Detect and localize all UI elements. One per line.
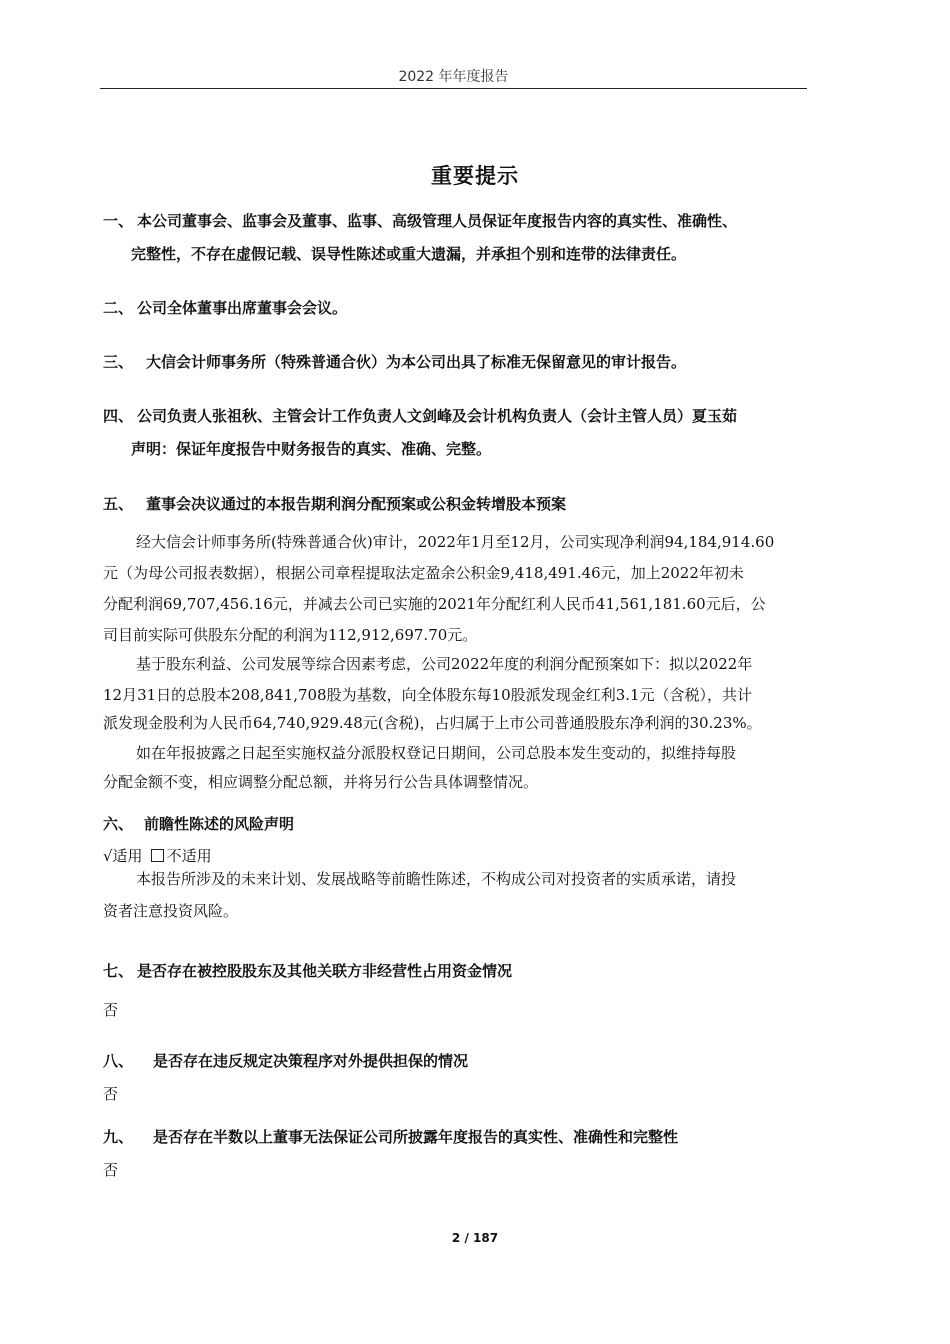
section-3-text: 大信会计师事务所（特殊普通合伙）为本公司出具了标准无保留意见的审计报告。	[146, 353, 687, 371]
page-title: 重要提示	[431, 164, 519, 188]
page-number: 2 / 187	[451, 1231, 499, 1245]
section-5-para-1-line-1: 经大信会计师事务所(特殊普通合伙)审计，2022年1月至12月，公司实现净利润94,184,914.60	[136, 533, 775, 551]
section-7-label: 七、	[103, 962, 134, 980]
section-5-para-3-line-1: 如在年报披露之日起至实施权益分派股权登记日期间，公司总股本发生变动的，拟维持每股	[136, 744, 737, 762]
section-7-heading: 是否存在被控股股东及其他关联方非经营性占用资金情况	[137, 962, 513, 980]
section-1-label: 一、	[103, 212, 134, 230]
not-applicable-option: 不适用	[166, 847, 212, 865]
section-7-answer: 否	[103, 1001, 119, 1019]
applicable-option: √适用	[103, 847, 143, 865]
section-5-para-2-line-3: 派发现金股利为人民币64,740,929.48元(含税)，占归属于上市公司普通股股东净利润的30.23%。	[103, 714, 762, 732]
section-4-label: 四、	[103, 407, 134, 425]
section-8-answer: 否	[103, 1085, 119, 1103]
section-2-label: 二、	[103, 299, 134, 317]
section-5-para-2-line-1: 基于股东利益、公司发展等综合因素考虑，公司2022年度的利润分配预案如下：拟以2022年	[136, 655, 753, 673]
section-4-line-1: 公司负责人张祖秋、主管会计工作负责人文剑峰及会计机构负责人（会计主管人员）夏玉茹	[137, 407, 738, 425]
section-6-para-line-1: 本报告所涉及的未来计划、发展战略等前瞻性陈述，不构成公司对投资者的实质承诺，请投	[136, 870, 737, 888]
section-6-heading: 前瞻性陈述的风险声明	[144, 815, 295, 833]
unchecked-box-icon	[151, 849, 164, 862]
section-6-para-line-2: 资者注意投资风险。	[103, 902, 239, 920]
section-5-heading: 董事会决议通过的本报告期利润分配预案或公积金转增股本预案	[146, 495, 567, 513]
section-8-label: 八、	[103, 1052, 134, 1070]
section-9-label: 九、	[103, 1128, 134, 1146]
section-5-para-2-line-2: 12月31日的总股本208,841,708股为基数，向全体股东每10股派发现金红利3.1元（含税），共计	[103, 686, 753, 704]
section-9-answer: 否	[103, 1161, 119, 1179]
running-header: 2022 年年度报告	[398, 69, 509, 85]
section-5-label: 五、	[103, 495, 134, 513]
section-5-para-1-line-3: 分配利润69,707,456.16元，并减去公司已实施的2021年分配红利人民币41,561,181.60元后，公	[103, 595, 766, 613]
section-3-label: 三、	[103, 353, 134, 371]
section-2-text: 公司全体董事出席董事会会议。	[137, 299, 348, 317]
section-9-heading: 是否存在半数以上董事无法保证公司所披露年度报告的真实性、准确性和完整性	[153, 1128, 679, 1146]
header-divider	[100, 88, 807, 89]
section-1-line-1: 本公司董事会、监事会及董事、监事、高级管理人员保证年度报告内容的真实性、准确性、	[137, 212, 738, 230]
section-5-para-1-line-4: 司目前实际可供股东分配的利润为112,912,697.70元。	[103, 626, 478, 644]
section-5-para-3-line-2: 分配金额不变，相应调整分配总额，并将另行公告具体调整情况。	[103, 773, 539, 791]
section-6-label: 六、	[103, 815, 134, 833]
section-5-para-1-line-2: 元（为母公司报表数据），根据公司章程提取法定盈余公积金9,418,491.46元，加上2022年初未	[103, 564, 744, 582]
section-4-line-2: 声明：保证年度报告中财务报告的真实、准确、完整。	[131, 440, 492, 458]
section-8-heading: 是否存在违反规定决策程序对外提供担保的情况	[153, 1052, 469, 1070]
section-1-line-2: 完整性，不存在虚假记载、误导性陈述或重大遗漏，并承担个别和连带的法律责任。	[131, 245, 687, 263]
